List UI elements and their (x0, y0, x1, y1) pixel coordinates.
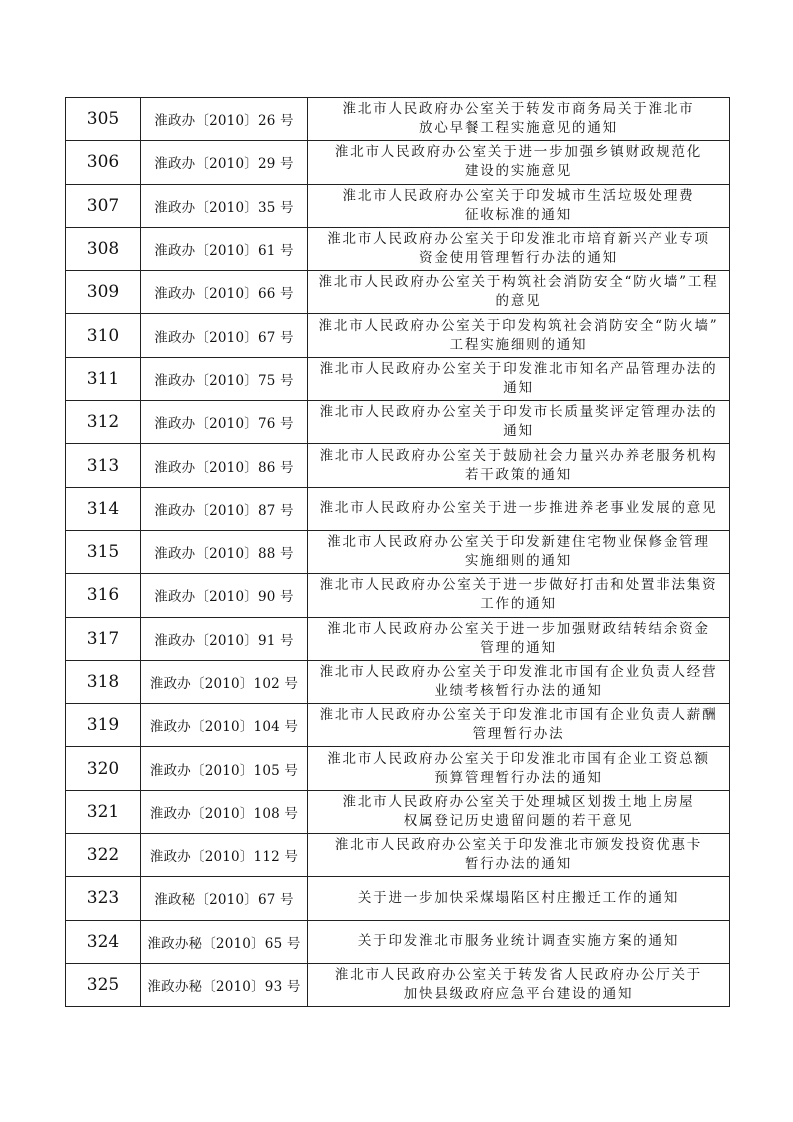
document-number: 淮政秘〔2010〕67 号 (141, 877, 308, 920)
document-number: 淮政办〔2010〕105 号 (141, 747, 308, 790)
table-row (66, 444, 730, 487)
document-title (308, 271, 730, 314)
document-title (308, 747, 730, 790)
document-number: 淮政办秘〔2010〕93 号 (141, 963, 308, 1006)
document-title-line: 淮北市人民政府办公室关于进一步加强财政结转结余资金 (327, 620, 710, 637)
document-title-line: 淮北市人民政府办公室关于印发淮北市知名产品管理办法的 (319, 360, 718, 377)
row-number: 305 (66, 98, 141, 141)
table-row (66, 834, 730, 877)
document-title (308, 401, 730, 444)
document-title-line: 淮北市人民政府办公室关于印发构筑社会消防安全“防火墙” (318, 317, 719, 334)
table-row (66, 617, 730, 660)
document-number: 淮政办〔2010〕35 号 (141, 184, 308, 227)
row-number: 315 (66, 530, 141, 573)
document-title-line: 工程实施细则的通知 (449, 336, 588, 353)
row-number: 317 (66, 617, 141, 660)
document-number: 淮政办〔2010〕29 号 (141, 141, 308, 184)
document-title-line: 建设的实施意见 (464, 163, 573, 180)
row-number: 311 (66, 357, 141, 400)
document-number: 淮政办〔2010〕76 号 (141, 401, 308, 444)
table-row (66, 357, 730, 400)
document-title-line: 若干政策的通知 (464, 466, 573, 483)
document-title-line: 暂行办法的通知 (464, 856, 573, 873)
document-title-line: 淮北市人民政府办公室关于转发省人民政府办公厅关于 (334, 967, 703, 984)
document-number: 淮政办〔2010〕90 号 (141, 574, 308, 617)
document-number: 淮政办〔2010〕108 号 (141, 790, 308, 833)
document-title-line: 淮北市人民政府办公室关于转发市商务局关于淮北市 (342, 101, 695, 118)
document-title (308, 227, 730, 270)
document-title-line: 关于进一步加快采煤塌陷区村庄搬迁工作的通知 (357, 889, 680, 906)
table-row (66, 574, 730, 617)
document-title-line: 业绩考核暂行办法的通知 (434, 683, 603, 699)
row-number: 312 (66, 401, 141, 444)
document-title (308, 834, 730, 877)
document-title-line: 通知 (503, 423, 534, 440)
table-row (66, 920, 730, 963)
row-number: 306 (66, 141, 141, 184)
table-row (66, 184, 730, 227)
document-title-line: 淮北市人民政府办公室关于印发淮北市国有企业负责人薪酬 (319, 707, 718, 724)
row-number: 320 (66, 747, 141, 790)
row-number: 314 (66, 487, 141, 530)
table-row (66, 487, 730, 530)
document-number: 淮政办〔2010〕66 号 (141, 271, 308, 314)
table-row (66, 747, 730, 790)
document-title-line: 资金使用管理暂行办法的通知 (419, 250, 618, 267)
row-number: 307 (66, 184, 141, 227)
document-title (308, 617, 730, 660)
document-number: 淮政办〔2010〕88 号 (141, 530, 308, 573)
table-row (66, 141, 730, 184)
row-number: 323 (66, 877, 141, 920)
document-title-line: 淮北市人民政府办公室关于印发淮北市颁发投资优惠卡 (334, 837, 703, 854)
document-title (308, 660, 730, 703)
row-number: 325 (66, 963, 141, 1006)
document-title-line: 淮北市人民政府办公室关于进一步加强乡镇财政规范化 (334, 144, 703, 161)
table-row (66, 314, 730, 357)
document-title-line: 管理的通知 (480, 639, 557, 656)
document-number: 淮政办〔2010〕61 号 (141, 227, 308, 270)
document-title-line: 实施细则的通知 (464, 553, 573, 570)
row-number: 316 (66, 574, 141, 617)
document-title-line: 淮北市人民政府办公室关于印发淮北市国有企业负责人经营 (319, 664, 718, 680)
document-title-line: 淮北市人民政府办公室关于进一步做好打击和处置非法集资 (319, 577, 718, 594)
document-title (308, 704, 730, 747)
row-number: 308 (66, 227, 141, 270)
document-number: 淮政办〔2010〕86 号 (141, 444, 308, 487)
document-title (308, 444, 730, 487)
document-title (308, 877, 730, 920)
document-title (308, 920, 730, 963)
document-number: 淮政办〔2010〕87 号 (141, 487, 308, 530)
table-row (66, 401, 730, 444)
document-title-line: 权属登记历史遗留问题的若干意见 (403, 812, 634, 829)
table-row (66, 660, 730, 703)
row-number: 313 (66, 444, 141, 487)
document-title (308, 98, 730, 141)
document-title-line: 淮北市人民政府办公室关于印发淮北市培育新兴产业专项 (327, 231, 710, 248)
document-number: 淮政办〔2010〕67 号 (141, 314, 308, 357)
table-row (66, 271, 730, 314)
table-row (66, 963, 730, 1006)
document-title-line: 淮北市人民政府办公室关于构筑社会消防安全“防火墙”工程 (318, 274, 719, 291)
document-number: 淮政办〔2010〕104 号 (141, 704, 308, 747)
document-title (308, 574, 730, 617)
table-row (66, 790, 730, 833)
document-title-line: 加快县级政府应急平台建设的通知 (403, 986, 634, 1003)
document-title (308, 963, 730, 1006)
table-row (66, 530, 730, 573)
document-title-line: 通知 (503, 379, 534, 396)
document-title (308, 141, 730, 184)
document-title-line: 的意见 (495, 293, 542, 310)
row-number: 310 (66, 314, 141, 357)
document-title (308, 184, 730, 227)
row-number: 319 (66, 704, 141, 747)
document-number: 淮政办〔2010〕91 号 (141, 617, 308, 660)
row-number: 309 (66, 271, 141, 314)
table-row (66, 704, 730, 747)
document-title-line: 淮北市人民政府办公室关于印发淮北市国有企业工资总额 (327, 750, 710, 767)
document-number: 淮政办秘〔2010〕65 号 (141, 920, 308, 963)
document-title (308, 357, 730, 400)
document-title-line: 淮北市人民政府办公室关于处理城区划拨土地上房屋 (342, 793, 695, 810)
document-number: 淮政办〔2010〕75 号 (141, 357, 308, 400)
table-body (66, 98, 730, 1007)
row-number: 318 (66, 660, 141, 703)
document-title-line: 工作的通知 (480, 596, 557, 613)
document-title-line: 关于印发淮北市服务业统计调查实施方案的通知 (357, 933, 680, 950)
table-row (66, 877, 730, 920)
document-title-line: 管理暂行办法 (472, 726, 565, 743)
document-number: 淮政办〔2010〕112 号 (141, 834, 308, 877)
row-number: 322 (66, 834, 141, 877)
row-number: 321 (66, 790, 141, 833)
document-number: 淮政办〔2010〕102 号 (141, 660, 308, 703)
document-table (65, 97, 730, 1007)
document-number: 淮政办〔2010〕26 号 (141, 98, 308, 141)
document-title (308, 790, 730, 833)
table-row (66, 227, 730, 270)
document-title-line: 放心早餐工程实施意见的通知 (419, 120, 618, 137)
document-title-line: 淮北市人民政府办公室关于印发城市生活垃圾处理费 (342, 187, 695, 204)
document-title-line: 征收标准的通知 (464, 206, 573, 223)
document-title-line: 淮北市人民政府办公室关于进一步推进养老事业发展的意见 (319, 500, 718, 517)
document-title (308, 487, 730, 530)
row-number: 324 (66, 920, 141, 963)
table-row (66, 98, 730, 141)
document-title-line: 淮北市人民政府办公室关于印发新建住宅物业保修金管理 (327, 534, 710, 551)
document-title-line: 预算管理暂行办法的通知 (434, 769, 603, 786)
document-title-line: 淮北市人民政府办公室关于鼓励社会力量兴办养老服务机构 (319, 447, 718, 464)
document-title-line: 淮北市人民政府办公室关于印发市长质量奖评定管理办法的 (319, 404, 718, 421)
document-title (308, 530, 730, 573)
document-title (308, 314, 730, 357)
